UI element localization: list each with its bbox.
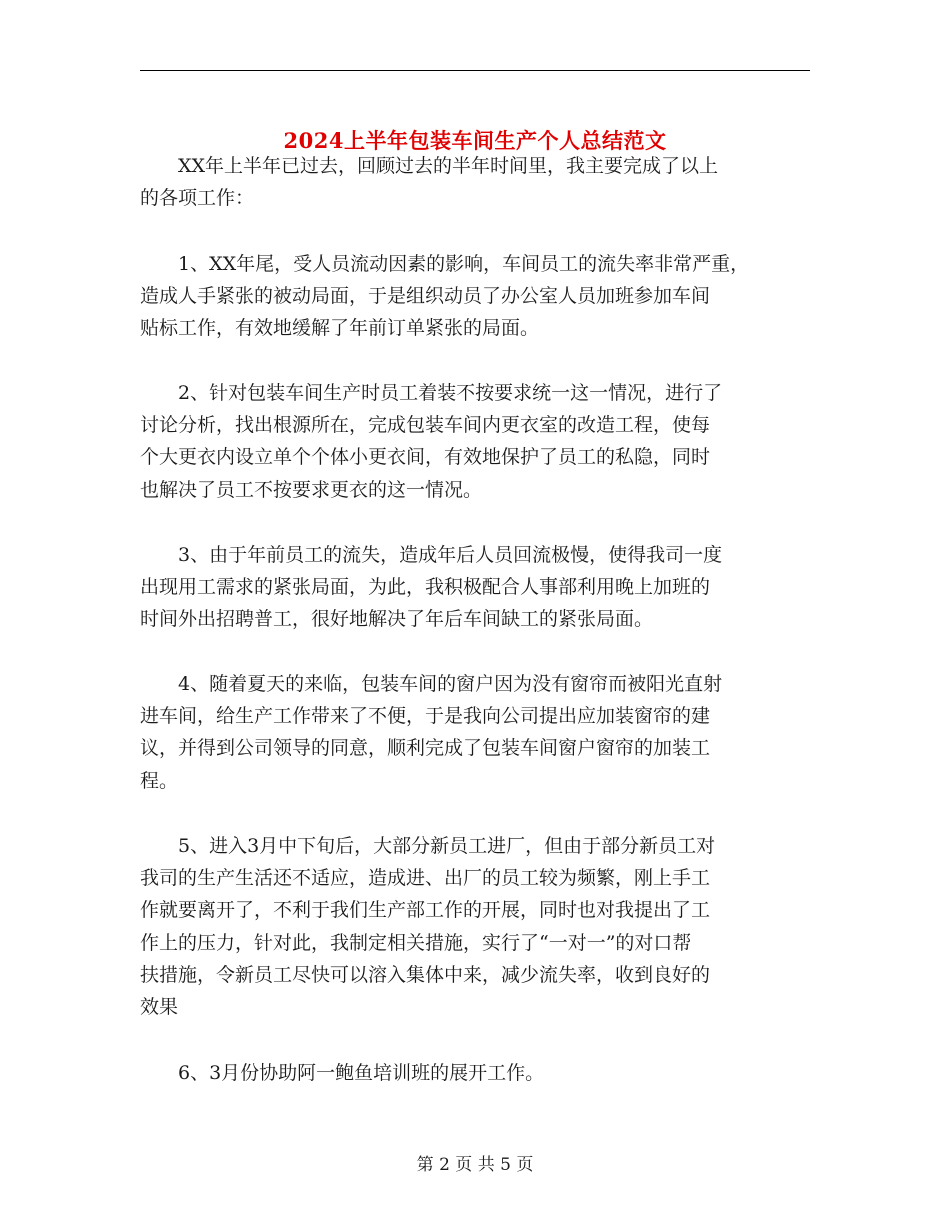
paragraph-line: 5、进入3月中下旬后，大部分新员工进厂，但由于部分新员工对: [178, 835, 716, 857]
document-title: 2024上半年包装车间生产个人总结范文: [283, 128, 667, 154]
paragraph-item-5: [140, 830, 810, 1023]
paragraph-line: 我司的生产生活还不适应，造成进、出厂的员工较为频繁，刚上手工: [140, 867, 711, 890]
paragraph-item-4: [140, 668, 810, 797]
paragraph-line: 出现用工需求的紧张局面，为此，我积极配合人事部利用晚上加班的: [140, 576, 711, 599]
paragraph-line: 程。: [140, 769, 179, 792]
paragraph-intro: [140, 150, 810, 214]
paragraph-line: 个大更衣内设立单个个体小更衣间，有效地保护了员工的私隐，同时: [140, 446, 711, 469]
paragraph-line: 1、XX年尾，受人员流动因素的影响，车间员工的流失率非常严重，: [178, 253, 750, 275]
paragraph-line: 贴标工作，有效地缓解了年前订单紧张的局面。: [140, 317, 540, 340]
page-number-footer: 第 2 页 共 5 页: [416, 1155, 534, 1175]
paragraph-line: 议，并得到公司领导的同意，顺利完成了包装车间窗户窗帘的加装工: [140, 737, 711, 760]
paragraph-line: 造成人手紧张的被动局面，于是组织动员了办公室人员加班参加车间: [140, 285, 711, 308]
paragraph-item-1: [140, 248, 810, 345]
paragraph-line: 的各项工作：: [140, 187, 255, 210]
paragraph-line: 效果: [140, 995, 179, 1018]
paragraph-line: 扶措施，令新员工尽快可以溶入集体中来，减少流失率，收到良好的: [140, 963, 711, 986]
paragraph-line: XX年上半年已过去，回顾过去的半年时间里，我主要完成了以上: [178, 155, 719, 177]
paragraph-item-6: [140, 1057, 810, 1089]
paragraph-line: 作就要离开了，不利于我们生产部工作的开展，同时也对我提出了工: [140, 899, 711, 922]
paragraph-line: 6、3月份协助阿一鲍鱼培训班的展开工作。: [178, 1062, 545, 1084]
paragraph-item-3: [140, 539, 810, 636]
paragraph-line: 时间外出招聘普工，很好地解决了年后车间缺工的紧张局面。: [140, 608, 654, 631]
paragraph-line: 讨论分析，找出根源所在，完成包装车间内更衣室的改造工程，使每: [140, 414, 711, 437]
paragraph-line: 2、针对包装车间生产时员工着装不按要求统一这一情况，进行了: [178, 382, 723, 404]
paragraph-line: 作上的压力，针对此，我制定相关措施，实行了“一对一”的对口帮: [140, 931, 692, 954]
paragraph-line: 4、随着夏天的来临，包装车间的窗户因为没有窗帘而被阳光直射: [178, 673, 723, 695]
header-rule: [140, 70, 810, 71]
paragraph-line: 进车间，给生产工作带来了不便，于是我向公司提出应加装窗帘的建: [140, 705, 711, 728]
paragraph-item-2: [140, 377, 810, 506]
paragraph-line: 3、由于年前员工的流失，造成年后人员回流极慢，使得我司一度: [178, 544, 723, 566]
paragraph-line: 也解决了员工不按要求更衣的这一情况。: [140, 478, 483, 501]
